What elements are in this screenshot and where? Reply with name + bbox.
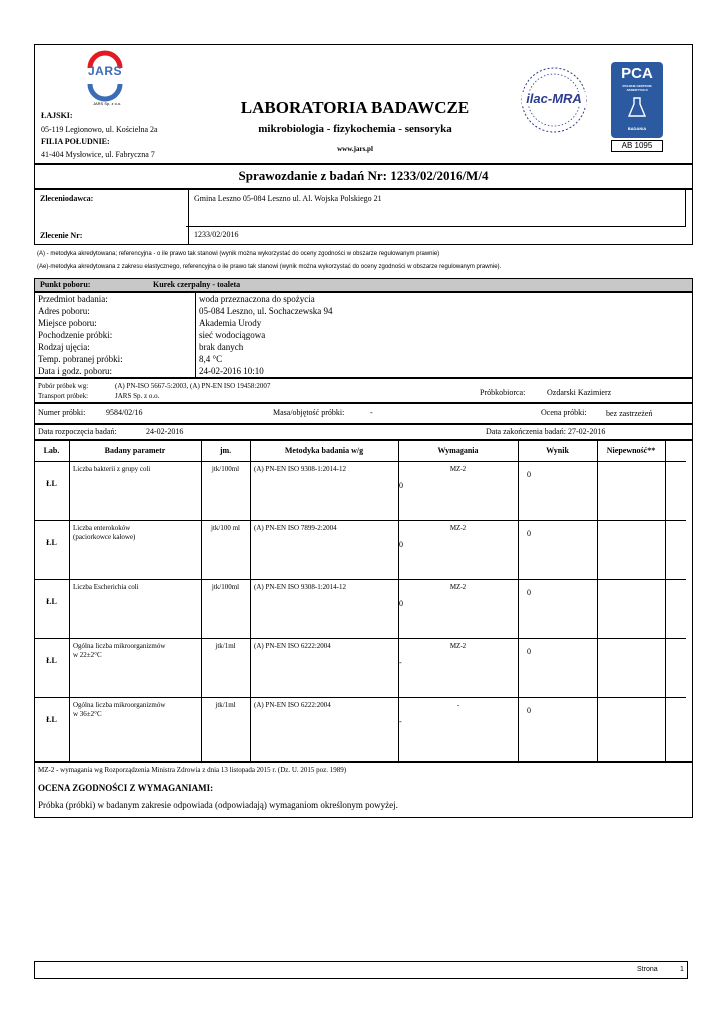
requirement-cell: MZ-2 <box>449 465 467 473</box>
result-cell: 0 <box>527 470 531 479</box>
sample-info-label: Miejsce poboru: <box>38 318 97 328</box>
client-value: Gmina Leszno 05-084 Leszno ul. Al. Wojska Polskiego 21 <box>194 194 382 203</box>
branch1-name: ŁAJSKI: <box>41 111 73 120</box>
sample-number-value: 9584/02/16 <box>106 408 143 417</box>
sampler-label: Próbkobiorca: <box>480 388 526 397</box>
sample-info-label: Pochodzenie próbki: <box>38 330 113 340</box>
start-date-label: Data rozpoczęcia badań: <box>38 427 117 436</box>
lab-cell: ŁL <box>46 479 57 488</box>
sampling-point-bar <box>34 278 693 292</box>
conformity-title: OCENA ZGODNOŚCI Z WYMAGANIAMI: <box>38 783 214 793</box>
report-title: Sprawozdanie z badań Nr: 1233/02/2016/M/4 <box>238 168 489 183</box>
parameter-cell: Ogólna liczba mikroorganizmów w 22±2°C <box>73 642 166 659</box>
method-cell: (A) PN-EN ISO 6222:2004 <box>254 701 331 709</box>
sample-info-value: 24-02-2016 10:10 <box>199 366 264 376</box>
parameter-cell: Liczba Escherichia coli <box>73 583 139 591</box>
client-label: Zleceniodawca: <box>40 194 94 203</box>
sample-info-value: 8,4 °C <box>199 354 223 364</box>
sample-info-value: 05-084 Leszno, ul. Sochaczewska 94 <box>199 306 333 316</box>
unit-cell: jtk/100 ml <box>211 524 240 532</box>
sample-info-value: sieć wodociągowa <box>199 330 266 340</box>
lab-cell: ŁL <box>46 597 57 606</box>
sampling-point-label: Punkt poboru: <box>40 280 91 289</box>
end-date-label: Data zakończenia badań: <box>486 427 566 436</box>
sample-number-label: Numer próbki: <box>38 408 86 417</box>
sample-info-box <box>34 292 693 378</box>
logo-text: JARS <box>87 64 122 78</box>
method-cell: (A) PN-EN ISO 9308-1:2014-12 <box>254 583 346 591</box>
unit-cell: jtk/1ml <box>215 701 236 709</box>
order-value: 1233/02/2016 <box>194 230 239 239</box>
requirement-cell: MZ-2 <box>449 583 467 591</box>
branch2-address: 41-404 Mysłowice, ul. Fabryczna 7 <box>41 150 155 159</box>
table-header-cell: Badany parametr <box>104 446 166 455</box>
table-header-cell: Lab. <box>43 446 60 455</box>
result-cell: 0 <box>527 529 531 538</box>
page-label: Strona <box>637 966 658 973</box>
lab-title: LABORATORIA BADAWCZE <box>240 98 470 117</box>
requirement-low-cell: 0 <box>399 481 403 490</box>
pca-logo <box>611 62 663 138</box>
sample-info-value: brak danych <box>199 342 244 352</box>
jars-logo <box>82 46 128 102</box>
requirement-cell: MZ-2 <box>449 642 467 650</box>
table-header-cell: Niepewność** <box>606 446 656 455</box>
order-label: Zlecenie Nr: <box>40 231 83 240</box>
table-header-cell: Wynik <box>546 446 569 455</box>
pca-sub2: AKREDYTACJI <box>626 88 648 92</box>
result-cell: 0 <box>527 588 531 597</box>
lab-cell: ŁL <box>46 656 57 665</box>
requirement-low-cell: 0 <box>399 599 403 608</box>
accreditation-number: AB 1095 <box>621 141 653 150</box>
unit-cell: jtk/100ml <box>211 465 240 473</box>
mz2-note: MZ-2 - wymagania wg Rozporządzenia Ministra Zdrowia z dnia 13 listopada 2015 r. (Dz. U. 2015 poz. 1989) <box>38 766 347 774</box>
requirement-low-cell: - <box>399 717 402 726</box>
sample-info-label: Adres poboru: <box>38 306 90 316</box>
sample-assessment-label: Ocena próbki: <box>541 408 587 417</box>
sample-info-label: Data i godz. poboru: <box>38 366 112 376</box>
unit-cell: jtk/100ml <box>211 583 240 591</box>
sample-info-label: Temp. pobranej próbki: <box>38 354 123 364</box>
ilac-text: ilac-MRA <box>526 91 582 106</box>
logo-subtext: JARS Sp. z o.o. <box>93 101 122 106</box>
sample-info-value: Akademia Urody <box>199 318 262 328</box>
requirement-cell: - <box>456 701 460 709</box>
parameter-cell: Liczba enterokoków (paciorkowce kałowe) <box>73 524 136 541</box>
note-accredited: (A) - metodyka akredytowana; referencyjna - o ile prawo tak stanowi (wynik można wykorzystać do oceny zgodności w obszarze regulowanym prawnie) <box>37 251 440 257</box>
requirement-low-cell: 0 <box>399 540 403 549</box>
page-number: 1 <box>680 966 684 973</box>
pca-text: PCA <box>621 65 653 82</box>
end-date-value: 27-02-2016 <box>568 427 606 436</box>
table-header-cell: Metodyka badania w/g <box>284 446 364 455</box>
note-accredited-flexible: (Ae)-metodyka akredytowana z zakresu elastycznego, referencyjna o ile prawo tak stanowi (wynik można wykorzystać do oceny zgodności w obszarze regulowanym prawnie). <box>37 264 502 270</box>
result-cell: 0 <box>527 647 531 656</box>
sample-assessment-value: bez zastrzeżeń <box>606 409 653 418</box>
branch2-name: FILIA POŁUDNIE: <box>41 137 110 146</box>
page-footer-box <box>34 961 688 979</box>
lab-website: www.jars.pl <box>337 145 373 153</box>
pca-sub1: POLSKIE CENTRUM <box>622 84 652 88</box>
transport-label: Transport próbek: <box>38 392 89 400</box>
sample-mass-value: - <box>370 408 373 417</box>
result-cell: 0 <box>527 706 531 715</box>
parameter-cell: Ogólna liczba mikroorganizmów w 36±2°C <box>73 701 166 718</box>
lab-cell: ŁL <box>46 715 57 724</box>
unit-cell: jtk/1ml <box>215 642 236 650</box>
sampling-point-value: Kurek czerpalny - toaleta <box>153 280 241 289</box>
sample-info-label: Przedmiot badania: <box>38 294 108 304</box>
pca-sub3: BADANIA <box>627 126 647 131</box>
requirement-low-cell: - <box>399 658 402 667</box>
sample-mass-label: Masa/objętość próbki: <box>273 408 345 417</box>
method-cell: (A) PN-EN ISO 6222:2004 <box>254 642 331 650</box>
sampler-value: Ozdarski Kazimierz <box>547 388 612 397</box>
conformity-text: Próbka (próbki) w badanym zakresie odpowiada (odpowiadają) wymaganiom określonym powyżej. <box>38 800 398 810</box>
sample-info-label: Rodzaj ujęcia: <box>38 342 90 352</box>
flask-icon <box>627 96 647 118</box>
start-date-value: 24-02-2016 <box>146 427 184 436</box>
sampling-method-value: (A) PN-ISO 5667-5:2003, (A) PN-EN ISO 19458:2007 <box>115 382 271 390</box>
sampling-method-label: Pobór próbek wg: <box>38 382 89 390</box>
table-header-cell: Wymagania <box>437 446 479 455</box>
transport-value: JARS Sp. z o.o. <box>115 392 160 400</box>
lab-cell: ŁL <box>46 538 57 547</box>
sample-info-value: woda przeznaczona do spożycia <box>199 294 315 304</box>
ilac-mra-logo <box>516 62 592 138</box>
method-cell: (A) PN-EN ISO 7899-2:2004 <box>254 524 337 532</box>
requirement-cell: MZ-2 <box>449 524 467 532</box>
table-header-cell: jm. <box>219 446 232 455</box>
branch1-address: 05-119 Legionowo, ul. Kościelna 2a <box>41 125 158 134</box>
lab-subtitle: mikrobiologia - fizykochemia - sensoryka <box>258 123 452 135</box>
method-cell: (A) PN-EN ISO 9308-1:2014-12 <box>254 465 346 473</box>
parameter-cell: Liczba bakterii z grupy coli <box>73 465 151 473</box>
